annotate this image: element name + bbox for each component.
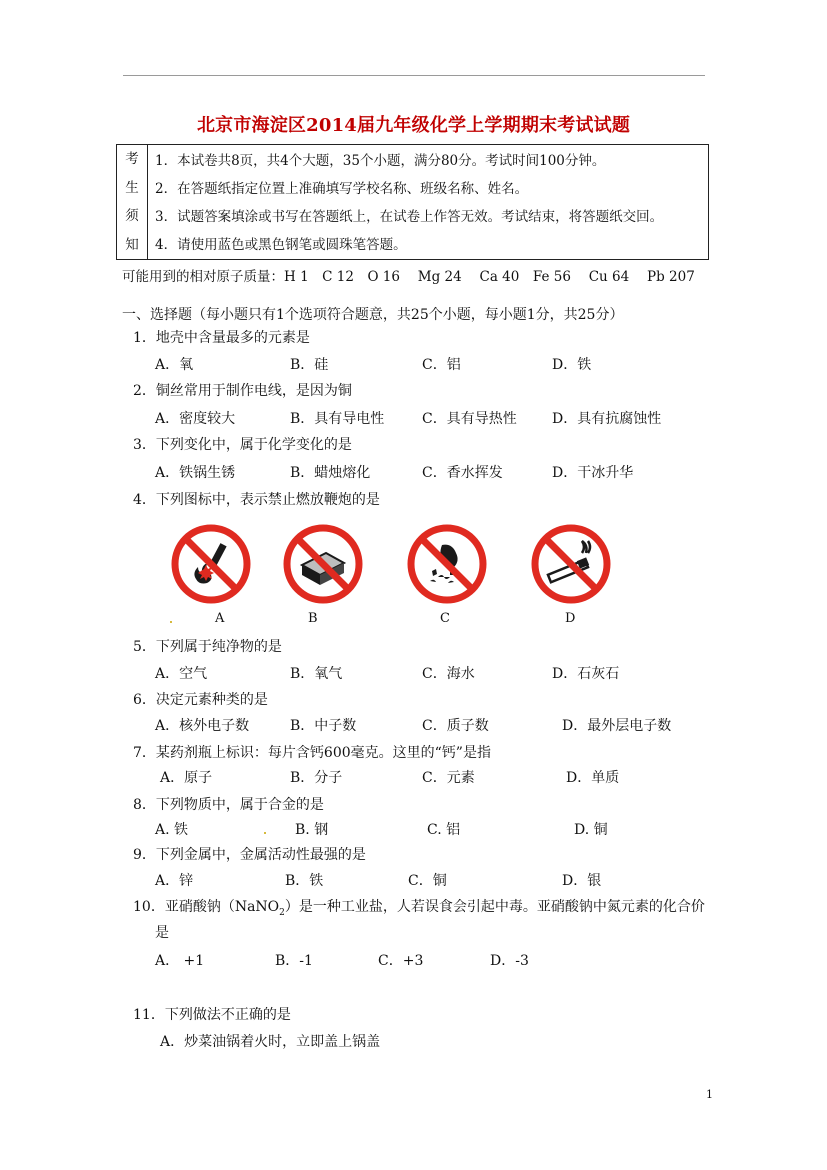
sign-label-a: A bbox=[215, 611, 225, 626]
sign-label-d: D bbox=[565, 611, 576, 626]
option-a: A．密度较大 bbox=[155, 411, 236, 427]
option-b: B．具有导电性 bbox=[290, 411, 385, 427]
option-c: C．具有导热性 bbox=[422, 411, 517, 427]
exam-notice-table bbox=[116, 144, 709, 260]
question-stem: 6．决定元素种类的是 bbox=[133, 692, 268, 708]
option-c: C．铜 bbox=[408, 873, 447, 889]
option-d: D．石灰石 bbox=[552, 666, 620, 682]
question-stem-continued: 是 bbox=[155, 925, 169, 941]
option-a: A．原子 bbox=[160, 770, 213, 786]
no-fireworks-sign-icon bbox=[170, 523, 252, 605]
notice-item: 4．请使用蓝色或黑色钢笔或圆珠笔答题。 bbox=[155, 237, 407, 253]
option-d: D. 铜 bbox=[574, 822, 608, 838]
option-b: B．铁 bbox=[285, 873, 324, 889]
notice-items bbox=[148, 145, 709, 260]
option-b: B．分子 bbox=[290, 770, 343, 786]
question-stem: 2．铜丝常用于制作电线，是因为铜 bbox=[133, 383, 352, 399]
option-c: C. 铝 bbox=[427, 822, 461, 838]
question-stem: 7．某药剂瓶上标识：每片含钙600毫克。这里的“钙”是指 bbox=[133, 745, 491, 761]
question-stem: 4．下列图标中，表示禁止燃放鞭炮的是 bbox=[133, 492, 380, 508]
stray-dot bbox=[170, 621, 172, 623]
option-d: D．具有抗腐蚀性 bbox=[552, 411, 662, 427]
question-stem: 3．下列变化中，属于化学变化的是 bbox=[133, 437, 352, 453]
question-stem: 9．下列金属中，金属活动性最强的是 bbox=[133, 847, 366, 863]
option-a: A．氧 bbox=[155, 357, 194, 373]
question-stem: 10．亚硝酸钠（NaNO$_2$）是一种工业盐，人若误食会引起中毒。亚硝酸钠中氮元素的化合价 bbox=[133, 899, 705, 918]
option-b: B．硅 bbox=[290, 357, 329, 373]
option-c: C．海水 bbox=[422, 666, 475, 682]
question-stem: 1．地壳中含量最多的元素是 bbox=[133, 330, 310, 346]
option-d: D．干冰升华 bbox=[552, 465, 634, 481]
no-firecrackers-sign-icon bbox=[282, 523, 364, 605]
option-d: D．银 bbox=[562, 873, 602, 889]
question-stem: 8．下列物质中，属于合金的是 bbox=[133, 797, 324, 813]
option-d: D．最外层电子数 bbox=[562, 718, 672, 734]
question-stem: 11．下列做法不正确的是 bbox=[133, 1007, 291, 1023]
option-a: A．铁锅生锈 bbox=[155, 465, 236, 481]
stray-dot bbox=[264, 832, 266, 834]
question-stem: 5．下列属于纯净物的是 bbox=[133, 639, 282, 655]
sign-label-c: C bbox=[440, 611, 450, 626]
option-b: B．蜡烛熔化 bbox=[290, 465, 371, 481]
atomic-mass-line: 可能用到的相对原子质量：H 1 C 12 O 16 Mg 24 Ca 40 Fe 56 Cu 64 Pb 207 bbox=[122, 269, 695, 285]
notice-side-label: 考 生 须 知 bbox=[117, 145, 148, 260]
option-b: B．氧气 bbox=[290, 666, 343, 682]
option-a: A．炒菜油锅着火时，立即盖上锅盖 bbox=[160, 1034, 381, 1050]
no-burning-sign-icon bbox=[406, 523, 488, 605]
header-rule bbox=[123, 75, 705, 76]
notice-item: 1．本试卷共8页，共4个大题，35个小题，满分80分。考试时间100分钟。 bbox=[155, 153, 606, 169]
sign-label-b: B bbox=[308, 611, 318, 626]
option-d: D．-3 bbox=[490, 953, 529, 969]
option-c: C．元素 bbox=[422, 770, 475, 786]
option-b: B. 钢 bbox=[295, 822, 329, 838]
option-a: A. 铁 bbox=[155, 822, 189, 838]
option-c: C．铝 bbox=[422, 357, 461, 373]
notice-item: 2．在答题纸指定位置上准确填写学校名称、班级名称、姓名。 bbox=[155, 181, 529, 197]
page-number: 1 bbox=[706, 1088, 713, 1101]
option-d: D．铁 bbox=[552, 357, 592, 373]
option-a: A．空气 bbox=[155, 666, 208, 682]
notice-item: 3．试题答案填涂或书写在答题纸上，在试卷上作答无效。考试结束，将答题纸交回。 bbox=[155, 209, 664, 225]
option-a: A．核外电子数 bbox=[155, 718, 250, 734]
option-a: A． +1 bbox=[155, 953, 205, 969]
option-c: C．+3 bbox=[378, 953, 424, 969]
option-d: D．单质 bbox=[566, 770, 620, 786]
option-a: A．锌 bbox=[155, 873, 194, 889]
no-smoking-sign-icon bbox=[530, 523, 612, 605]
option-b: B．中子数 bbox=[290, 718, 357, 734]
page-title: 北京市海淀区2014届九年级化学上学期期末考试试题 bbox=[196, 115, 631, 136]
section-heading: 一、选择题（每小题只有1个选项符合题意，共25个小题，每小题1分，共25分） bbox=[122, 307, 624, 323]
option-b: B．-1 bbox=[275, 953, 313, 969]
option-c: C．香水挥发 bbox=[422, 465, 503, 481]
option-c: C．质子数 bbox=[422, 718, 489, 734]
